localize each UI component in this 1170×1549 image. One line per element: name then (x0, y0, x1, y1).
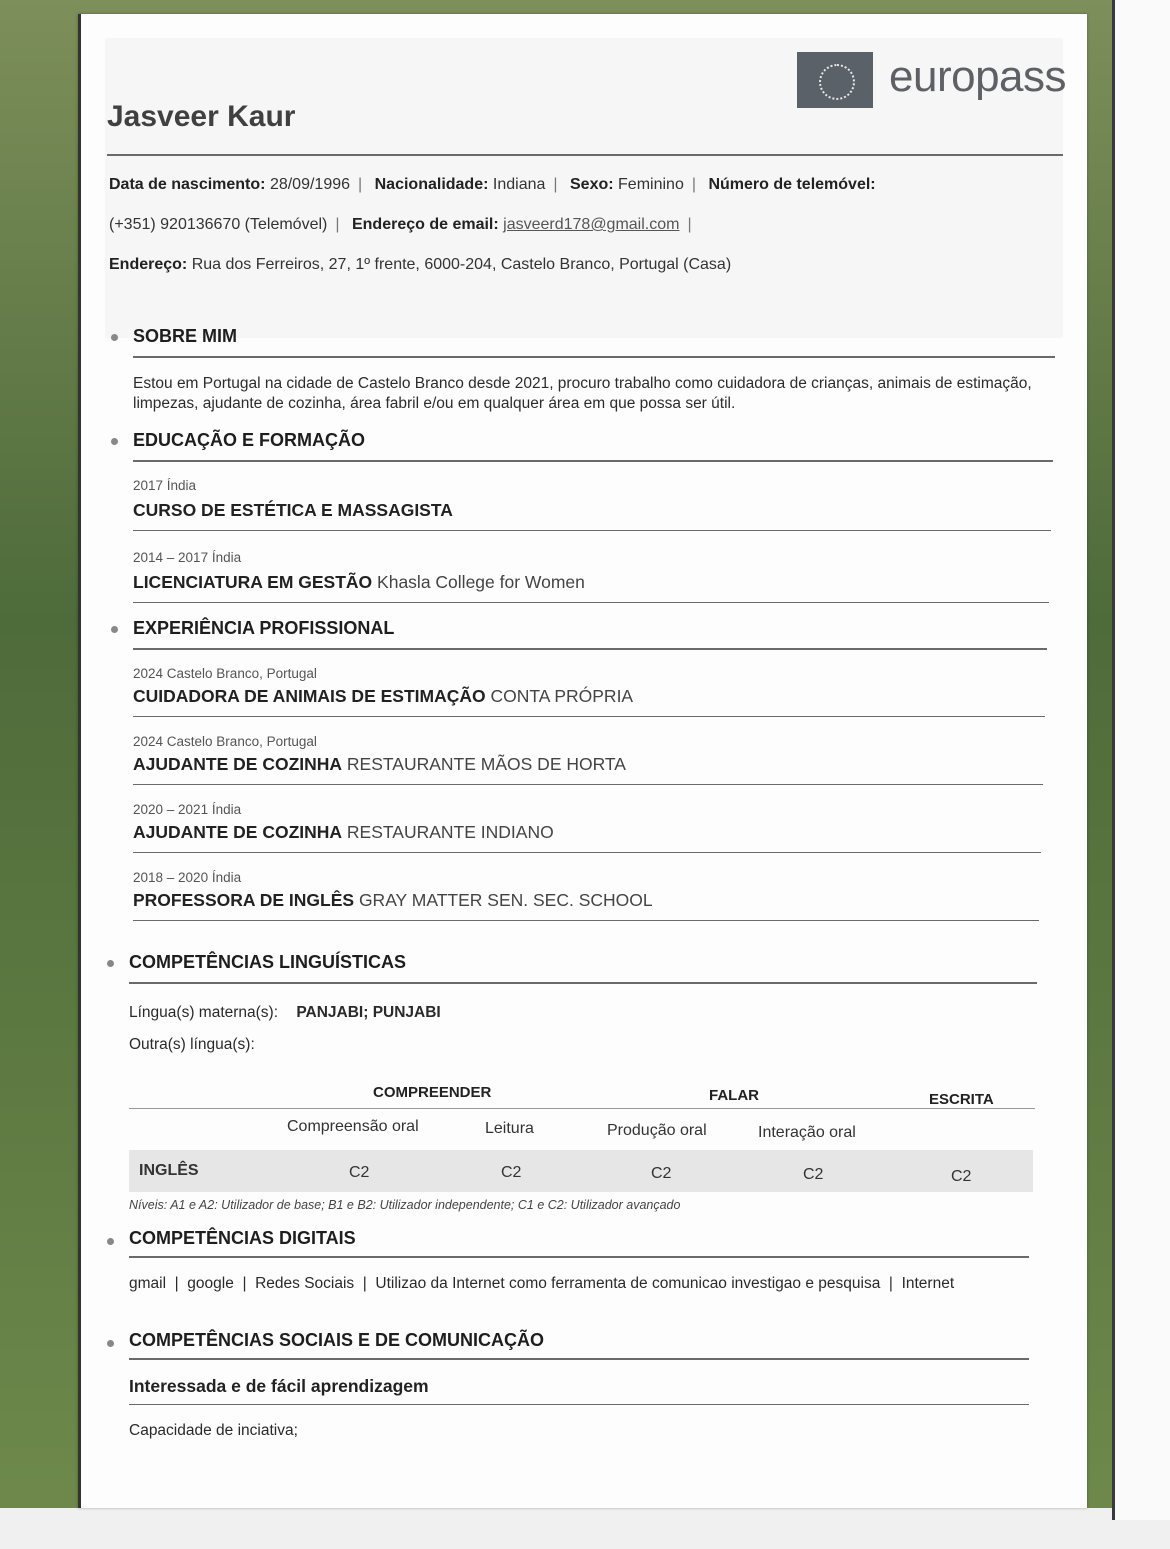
languages-title: COMPETÊNCIAS LINGUÍSTICAS (129, 952, 407, 972)
level-cell: C2 (501, 1164, 522, 1181)
experience-title-text: PROFESSORA DE INGLÊS (133, 890, 355, 910)
nationality-value: Indiana (492, 176, 546, 193)
nationality-label: Nacionalidade: (374, 176, 489, 193)
divider (133, 530, 1051, 531)
experience-org: RESTAURANTE MÃOS DE HORTA (346, 754, 626, 774)
table-subhead: Leitura (485, 1120, 534, 1137)
birth-label: Data de nascimento: (109, 176, 266, 193)
social-subtitle: Interessada e de fácil aprendizagem (129, 1376, 429, 1396)
experience-title-text: AJUDANTE DE COZINHA (133, 822, 343, 842)
language-name: INGLÊS (139, 1162, 199, 1179)
education-title-text: LICENCIATURA EM GESTÃO (133, 572, 373, 592)
experience-org: GRAY MATTER SEN. SEC. SCHOOL (358, 890, 653, 910)
education-org: Khasla College for Women (377, 572, 585, 592)
digital-title: COMPETÊNCIAS DIGITAIS (129, 1228, 356, 1248)
divider (129, 1108, 1035, 1109)
about-text: Estou em Portugal na cidade de Castelo Branco desde 2021, procuro trabalho como cuidadora de crianças, animais de estimação, limpezas, ajudante de cozinha, área fabril e/ou em qualquer área em que possa ser útil. (133, 375, 1032, 412)
section-bullet (107, 1340, 114, 1347)
phone-value: (+351) 920136670 (Telemóvel) (109, 216, 328, 233)
other-languages-label: Outra(s) língua(s): (129, 1036, 255, 1053)
table-subhead: Interação oral (758, 1124, 856, 1141)
sex-label: Sexo: (570, 176, 614, 193)
experience-meta: 2024 Castelo Branco, Portugal (133, 734, 317, 749)
divider (129, 1404, 1029, 1405)
education-title-text: CURSO DE ESTÉTICA E MASSAGISTA (133, 500, 453, 520)
experience-title: EXPERIÊNCIA PROFISSIONAL (133, 618, 395, 638)
level-cell: C2 (951, 1168, 972, 1185)
experience-entry (133, 686, 633, 707)
divider (133, 602, 1049, 603)
email-label: Endereço de email: (351, 216, 499, 233)
experience-meta: 2024 Castelo Branco, Portugal (133, 666, 317, 681)
email-link[interactable]: jasveerd178@gmail.com (503, 216, 680, 233)
levels-note: Níveis: A1 e A2: Utilizador de base; B1 e B2: Utilizador independente; C1 e C2: Utilizador avançado (129, 1198, 681, 1212)
social-title: COMPETÊNCIAS SOCIAIS E DE COMUNICAÇÃO (129, 1330, 545, 1350)
digital-text: gmail | google | Redes Sociais | Utilizao da Internet como ferramenta de comunicao investigao e pesquisa | Internet (129, 1275, 955, 1292)
experience-entry (133, 754, 626, 775)
personal-line-3 (109, 256, 731, 274)
education-entry (133, 500, 453, 521)
divider (129, 982, 1037, 984)
section-bullet (107, 1238, 114, 1245)
divider (129, 1256, 1029, 1258)
cv-page (78, 14, 1087, 1508)
europass-logo-icon (797, 52, 873, 108)
phone-label: Número de telemóvel: (708, 176, 876, 193)
divider (133, 852, 1041, 853)
divider (133, 460, 1053, 462)
birth-value: 28/09/1996 (269, 176, 351, 193)
experience-org: CONTA PRÓPRIA (490, 686, 634, 706)
divider (107, 154, 1063, 156)
section-bullet (111, 334, 118, 341)
social-text: Capacidade de inciativa; (129, 1422, 298, 1439)
experience-title-text: CUIDADORA DE ANIMAIS DE ESTIMAÇÃO (133, 686, 486, 706)
table-row (129, 1150, 1033, 1192)
education-meta: 2017 Índia (133, 478, 197, 493)
experience-org: RESTAURANTE INDIANO (346, 822, 554, 842)
divider (133, 920, 1039, 921)
experience-meta: 2018 – 2020 Índia (133, 870, 242, 885)
section-bullet (111, 626, 118, 633)
person-name: Jasveer Kaur (107, 100, 296, 133)
divider (133, 784, 1043, 785)
table-group-speak: FALAR (709, 1087, 759, 1104)
divider (129, 1358, 1029, 1360)
section-bullet (107, 960, 114, 967)
mother-tongue-value: PANJABI; PUNJABI (296, 1004, 441, 1021)
table-subhead: Compreensão oral (287, 1118, 419, 1135)
divider (133, 648, 1047, 650)
table-subhead: Produção oral (607, 1122, 707, 1139)
address-value: Rua dos Ferreiros, 27, 1º frente, 6000-204, Castelo Branco, Portugal (Casa) (191, 256, 732, 273)
table-group-write: ESCRITA (929, 1091, 994, 1108)
section-bullet (111, 438, 118, 445)
experience-meta: 2020 – 2021 Índia (133, 802, 242, 817)
personal-line-2: (+351) 920136670 (Telemóvel) | Endereço de email: jasveerd178@gmail.com | (109, 216, 692, 233)
sex-value: Feminino (618, 176, 684, 193)
second-page-edge (1112, 0, 1170, 1520)
experience-entry (133, 890, 653, 911)
experience-entry (133, 822, 554, 843)
education-entry (133, 572, 585, 593)
mother-tongue (129, 1004, 441, 1022)
brand-text: europass (889, 52, 1067, 101)
eu-stars-icon (819, 64, 855, 100)
level-cell: C2 (651, 1165, 672, 1182)
level-cell: C2 (349, 1164, 370, 1181)
education-title: EDUCAÇÃO E FORMAÇÃO (133, 430, 365, 450)
divider (133, 356, 1055, 358)
mother-tongue-label: Língua(s) materna(s): (129, 1004, 279, 1021)
address-label: Endereço: (109, 256, 188, 273)
personal-line-1: Data de nascimento: 28/09/1996 | Nacionalidade: Indiana | Sexo: Feminino | Número de telemóvel: (109, 176, 876, 193)
experience-title-text: AJUDANTE DE COZINHA (133, 754, 343, 774)
education-meta: 2014 – 2017 Índia (133, 550, 242, 565)
about-title: SOBRE MIM (133, 326, 238, 346)
divider (133, 716, 1045, 717)
floor-background (0, 1508, 1170, 1549)
table-group-understand: COMPREENDER (373, 1084, 492, 1101)
level-cell: C2 (803, 1166, 824, 1183)
